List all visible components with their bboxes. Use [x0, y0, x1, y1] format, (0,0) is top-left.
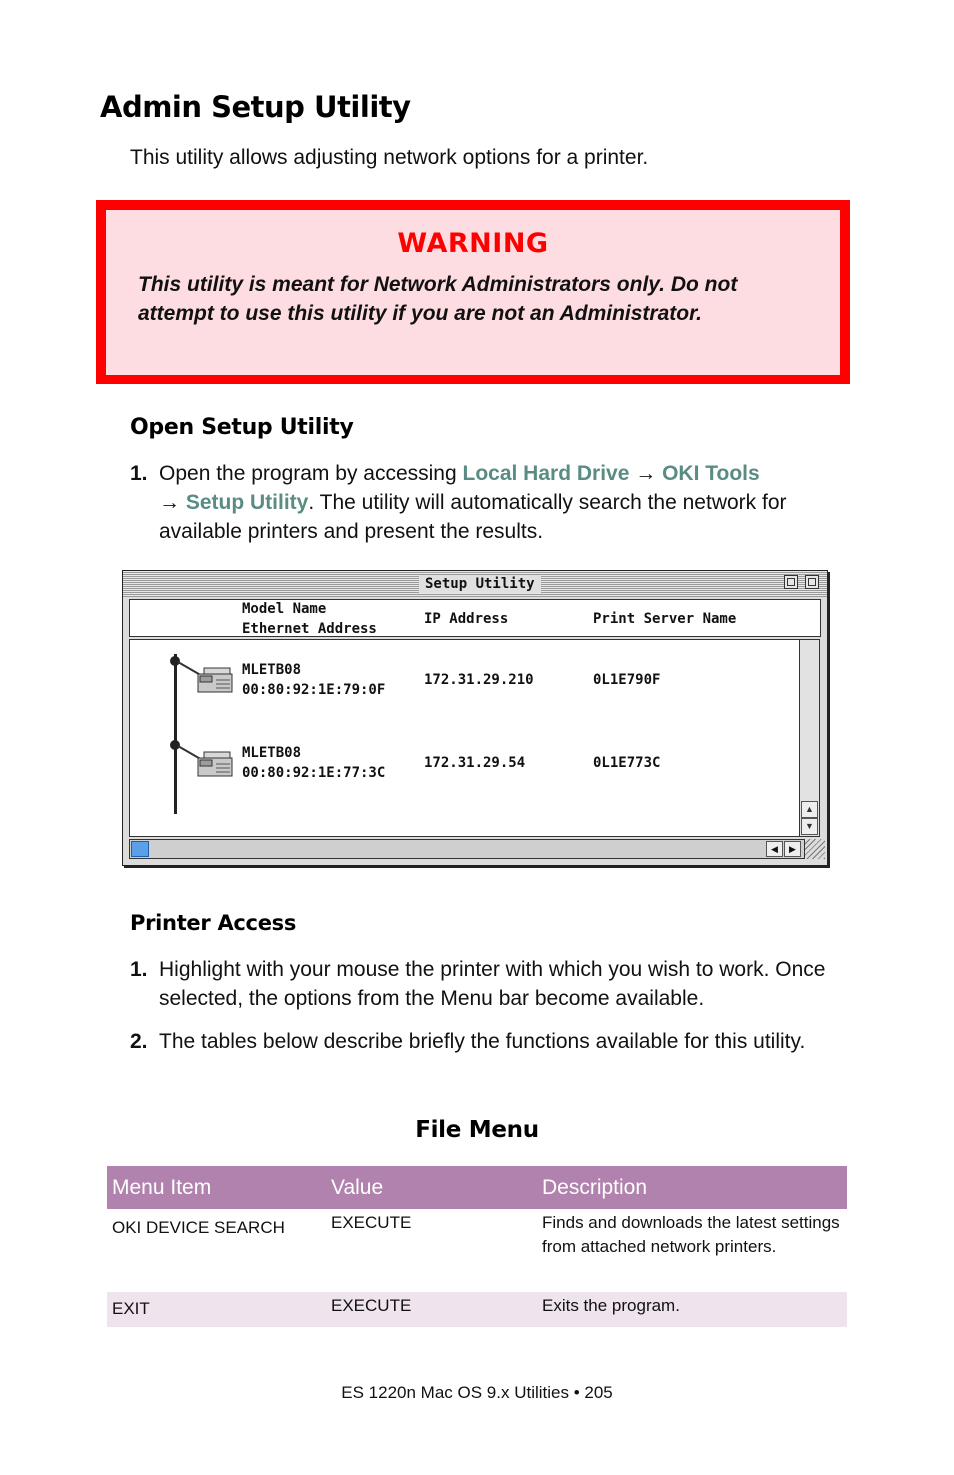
table-row [107, 1209, 847, 1292]
network-trunk-icon [174, 654, 177, 814]
header-description: Description [537, 1166, 847, 1209]
cell-menu-item: OKI DEVICE SEARCH [107, 1209, 326, 1292]
collapse-box-icon[interactable] [805, 575, 819, 589]
cell-menu-item: EXIT [107, 1292, 326, 1327]
printer-ip: 172.31.29.210 [424, 672, 534, 688]
step-number: 1. [130, 462, 148, 485]
window-title: Setup Utility [419, 575, 541, 593]
cell-value: EXECUTE [326, 1292, 537, 1327]
arrow-1: → [629, 462, 663, 485]
printer-access-step-1 [130, 955, 854, 1013]
scroll-down-icon[interactable]: ▼ [801, 818, 818, 835]
open-setup-step-1 [130, 459, 854, 546]
col-print-server-name[interactable]: Print Server Name [593, 611, 737, 627]
col-ethernet-address[interactable]: Ethernet Address [242, 621, 377, 637]
file-menu-caption: File Menu [415, 1117, 539, 1143]
window-titlebar[interactable] [123, 571, 827, 597]
open-setup-heading: Open Setup Utility [130, 415, 354, 440]
printer-access-heading: Printer Access [130, 911, 297, 935]
printer-server-name: 0L1E773C [593, 755, 661, 771]
printer-ethernet: 00:80:92:1E:79:0F [242, 682, 386, 698]
step-text: The tables below describe briefly the functions available for this utility. [159, 1030, 806, 1053]
scroll-thumb[interactable] [131, 841, 149, 857]
file-menu-table [107, 1166, 847, 1327]
col-model-name[interactable]: Model Name [242, 601, 327, 617]
table-row [107, 1292, 847, 1327]
zoom-box-icon[interactable] [784, 575, 798, 589]
vertical-scrollbar[interactable] [799, 639, 820, 837]
printer-server-name: 0L1E790F [593, 672, 661, 688]
cell-description: Finds and downloads the latest settings from attached network printers. [537, 1209, 847, 1292]
setup-utility-link: Setup Utility [185, 491, 309, 514]
page-title: Admin Setup Utility [100, 90, 411, 124]
cell-value: EXECUTE [326, 1209, 537, 1292]
arrow-2: → [159, 491, 186, 514]
scroll-left-icon[interactable]: ◀ [766, 841, 783, 857]
warning-box [96, 200, 850, 384]
printer-list [129, 639, 800, 837]
column-header [129, 599, 821, 637]
printer-icon [196, 750, 234, 778]
printer-ethernet: 00:80:92:1E:77:3C [242, 765, 386, 781]
table-header-row [107, 1166, 847, 1209]
setup-utility-window [122, 570, 828, 866]
intro-text: This utility allows adjusting network options for a printer. [130, 146, 649, 169]
printer-access-step-2 [130, 1027, 854, 1056]
step-text: Highlight with your mouse the printer with which you wish to work. Once selected, the options from the Menu bar become available. [159, 958, 826, 1010]
oki-tools-link: OKI Tools [662, 462, 760, 485]
horizontal-scrollbar[interactable] [129, 839, 805, 859]
scroll-right-icon[interactable]: ▶ [784, 841, 801, 857]
step-number: 1. [130, 958, 148, 981]
printer-model: MLETB08 [242, 745, 302, 761]
header-value: Value [326, 1166, 537, 1209]
warning-title: WARNING [397, 228, 549, 259]
page-footer: ES 1220n Mac OS 9.x Utilities • 205 [341, 1383, 613, 1402]
printer-icon [196, 666, 234, 694]
printer-model: MLETB08 [242, 662, 302, 678]
cell-description: Exits the program. [537, 1292, 847, 1327]
col-ip-address[interactable]: IP Address [424, 611, 509, 627]
step-text [159, 459, 854, 546]
step-text-b: . The utility will automatically search the network for available printers and present the results. [159, 491, 787, 543]
header-menu-item: Menu Item [107, 1166, 326, 1209]
scroll-up-icon[interactable]: ▲ [801, 801, 818, 818]
step-text-a: Open the program by accessing [159, 462, 463, 485]
step-number: 2. [130, 1030, 148, 1053]
local-hard-drive-link: Local Hard Drive [462, 462, 630, 485]
resize-grip-icon[interactable] [805, 839, 825, 859]
warning-body: This utility is meant for Network Administrators only. Do not attempt to use this utility if you are not an Administrator. [138, 273, 738, 325]
printer-ip: 172.31.29.54 [424, 755, 526, 771]
